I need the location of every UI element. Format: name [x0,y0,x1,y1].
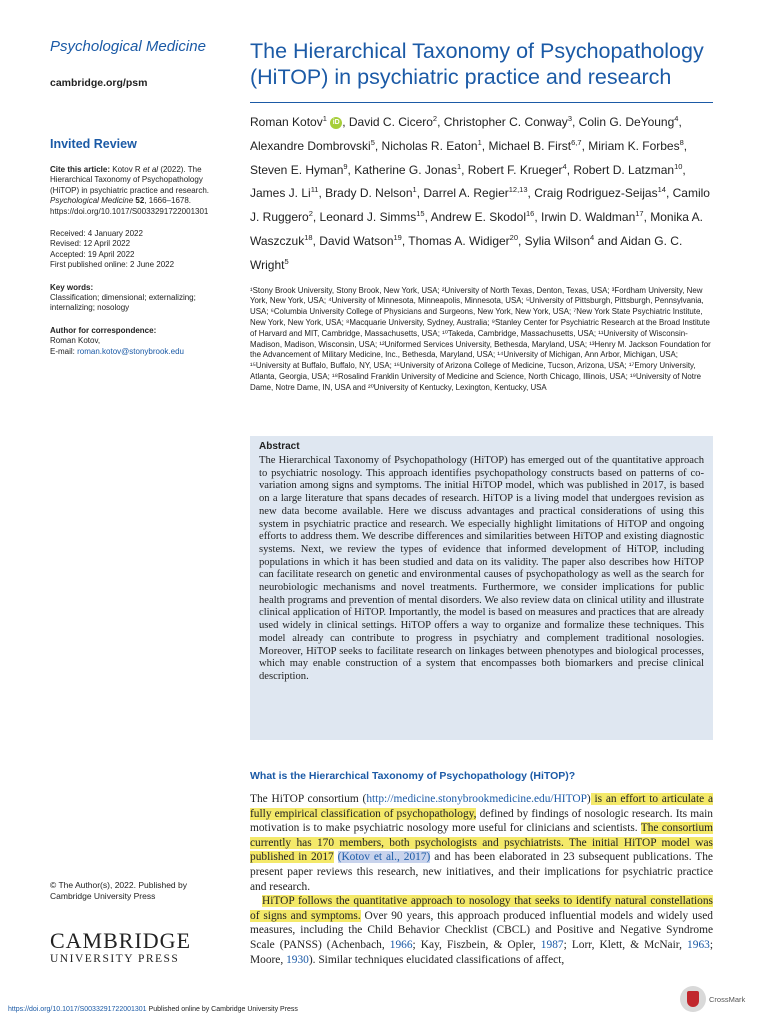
p2-text-b: ; Kay, Fiszbein, & Opler, [412,938,541,951]
page-footer [8,1006,298,1013]
title-divider [250,102,713,103]
dates-block [50,229,220,271]
article-type: Invited Review [50,137,137,151]
received-date: Received: 4 January 2022 [50,229,143,239]
p2-text-a: Over 90 years, this approach produced influential models and widely used measures, including the Child Behavior Checklist (CBCL) and Positive and Negative Syndrome Scale (PANSS) (Achenbach, [250,909,713,951]
cite-etal: et al [142,165,159,174]
p1-text-c: defined by findings of nosologic research. Its main motivation is to make psychiatric nosology more useful for clinicians and scientists. [250,807,713,835]
p2-text-e: ). Similar techniques elucidated classifications of affect, [308,953,565,966]
affiliations: ¹Stony Brook University, Stony Brook, New York, USA; ²University of North Texas, Denton, Texas, USA; ³Fordham University, New York, New York, USA; ⁴University of Minnesota, Minneapolis, Minnesota, USA; ⁵University of Pittsburgh, Pittsburgh, Pennsylvania, USA; ⁶Columbia University College of Physicians and Surgeons, New York, New York, USA; ⁷New York State Psychiatric Institute, New York, New York, USA; ⁸Macquarie University, Sydney, Australia; ⁹Stanley Center for Psychiatric Research at the Broad Institute of Harvard and MIT, Cambridge, Massachusetts, USA; ¹⁰Takeda, Cambridge, Massachusetts, USA; ¹¹University of Wisconsin-Madison, Madison, Wisconsin, USA; ¹²Uniformed Services University, Bethesda, Maryland, USA; ¹³Henry M. Jackson Foundation for the Advancement of Military Medicine, Inc., Bethesda, Maryland, USA; ¹⁴University of Michigan, Ann Arbor, Michigan, USA; ¹⁵University at Buffalo, Buffalo, NY, USA; ¹⁶University of Arizona College of Medicine, Tucson, Arizona, USA; ¹⁷Emory University, Atlanta, Georgia, USA; ¹⁸Rosalind Franklin University of Medicine and Science, North Chicago, Illinois, USA; ¹⁹University of Notre Dame, Notre Dame, IN, USA and ²⁰University of Kentucky, Lexington, Kentucky, USA [250,285,711,392]
crossmark-badge[interactable] [680,986,745,1012]
highlight-3: HiTOP follows the quantitative approach to nosology that seeks to identify natural constellations of signs and symptoms. [250,895,713,922]
accepted-date: Accepted: 19 April 2022 [50,249,135,259]
abstract-text: The Hierarchical Taxonomy of Psychopathology (HiTOP) has emerged out of the quantitative approach to psychiatric nosology. This approach identifies psychopathology constructs based on patterns of co-variation among signs and symptoms. The initial HiTOP model, which was published in 2017, is based on a large literature that spans decades of research. HiTOP is a living model that undergoes revision as new data become available. Here we discuss advantages and practical considerations of using this system in psychiatric practice and research. We especially highlight limitations of HiTOP and ongoing efforts to address them. We describe differences and similarities between HiTOP and existing diagnostic systems. Next, we review the types of evidence that informed development of HiTOP, including populations in which it has been studied and data on its validity. The paper also describes how HiTOP can facilitate research on genetic and environmental causes of psychopathology as well as the search for neurobiologic mechanisms and novel treatments. Furthermore, we consider implications for public health programs and prevention of mental disorders. We also review data on clinical utility and illustrate clinical application of HiTOP. Importantly, the model is based on measures and practices that are already used widely in clinical settings. HiTOP offers a way to organize and formalize these techniques. This model already can contribute to progress in psychiatry and complement traditional nosologies. Moreover, HiTOP seeks to facilitate research on linkages between phenotypes and biological processes, which may enable construction of a system that encompasses both biomarkers and precise clinical description. [259,455,704,682]
keywords-block [50,283,220,314]
abstract-box [250,436,713,740]
publisher-logo-line1: CAMBRIDGE [50,928,192,953]
article-header [250,38,713,394]
copyright-notice: © The Author(s), 2022. Published by Cambridge University Press [50,880,187,901]
p2-text-c: ; Lorr, Klett, & McNair, [563,938,688,951]
highlight-2: The consortium currently has 170 members, both psychologists and psychiatrists. The initial HiTOP model was published in 2017 [250,822,714,864]
keywords-list: Classification; dimensional; externalizing; internalizing; nosology [50,293,196,313]
email-label: E-mail: [50,346,75,356]
publisher-logo-line2: UNIVERSITY PRESS [50,953,180,965]
reference-link-1966[interactable]: 1966 [389,938,413,951]
footer-text: Published online by Cambridge University Press [146,1006,298,1013]
abstract-heading: Abstract [259,441,300,452]
correspondence-block [50,326,220,357]
author-list: Roman Kotov$^1$ iD , David C. Cicero$^2$, Christopher C. Conway$^3$, Colin G. DeYoung$^4$, Alexandre Dombrovski$^5$, Nicholas R. Eaton$^1$, Michael B. First$^{6,7}$, Miriam K. Forbes$^8$, Steven E. Hyman$^9$, Katherine G. Jonas$^1$, Robert F. Krueger$^4$, Robert D. Latzman$^{10}$, James J. Li$^{11}$, Brady D. Nelson$^1$, Darrel A. Regier$^{12,13}$, Craig Rodriguez-Seijas$^{14}$, Camilo J. Ruggero$^2$, Leonard J. Simms$^{15}$, Andrew E. Skodol$^{16}$, Irwin D. Waldman$^{17}$, Monika A. Waszczuk$^{18}$, David Watson$^{19}$, Thomas A. Widiger$^{20}$, Sylia Wilson$^4$ and Aidan G. C. Wright$^5$ [250,114,710,272]
body-text [250,792,713,967]
p1-text-e: and has been elaborated in 23 subsequent publications. The present paper reviews this research, new initiatives, and their implications for psychiatric practice and research. [250,851,713,893]
journal-name[interactable]: Psychological Medicine [50,38,206,55]
publisher-logo [50,930,191,965]
cite-label: Cite this article: [50,165,111,174]
journal-site-link[interactable]: cambridge.org/psm [50,77,148,89]
paragraph-1 [250,792,713,894]
cite-journal: Psychological Medicine [50,196,134,206]
reference-link-1930[interactable]: 1930 [286,953,309,966]
sidebar [50,38,220,365]
footer-doi-link[interactable]: https://doi.org/10.1017/S0033291722001301 [8,1006,147,1013]
cite-pages: , 1666–1678. https://doi.org/10.1017/S0033291722001301 [50,196,209,216]
published-date: First published online: 2 June 2022 [50,260,175,270]
p1-text-a: The HiTOP consortium ( [250,793,367,805]
cite-rest: (2022). The Hierarchical Taxonomy of Psychopathology (HiTOP) in psychiatric practice and research. [50,165,210,195]
orcid-icon[interactable]: iD [330,117,342,129]
crossmark-label: CrossMark [709,994,746,1004]
crossmark-icon [680,986,706,1012]
email-link[interactable]: roman.kotov@stonybrook.edu [77,346,184,356]
cite-volume: 52 [135,196,145,206]
correspondence-name: Roman Kotov, [50,336,101,346]
reference-link-1963[interactable]: 1963 [687,938,710,951]
p2-text-d: ; Moore, [250,938,713,966]
keywords-label: Key words: [50,282,94,292]
cite-authors: Kotov R [112,165,141,174]
p1-text-b: ) [586,793,591,805]
reference-link-kotov-2017[interactable]: (Kotov et al., 2017) [337,851,431,864]
highlight-1: is an effort to articulate a fully empirical classification of psychopathology, [250,793,713,820]
revised-date: Revised: 12 April 2022 [50,239,131,249]
section-heading: What is the Hierarchical Taxonomy of Psychopathology (HiTOP)? [250,770,576,782]
citation-block [50,165,220,217]
paragraph-2 [250,894,713,967]
hitop-url-link[interactable]: http://medicine.stonybrookmedicine.edu/HITOP [366,793,587,805]
article-title: The Hierarchical Taxonomy of Psychopathology (HiTOP) in psychiatric practice and research [250,39,704,89]
reference-link-1987[interactable]: 1987 [540,938,564,951]
correspondence-label: Author for correspondence: [50,325,157,335]
